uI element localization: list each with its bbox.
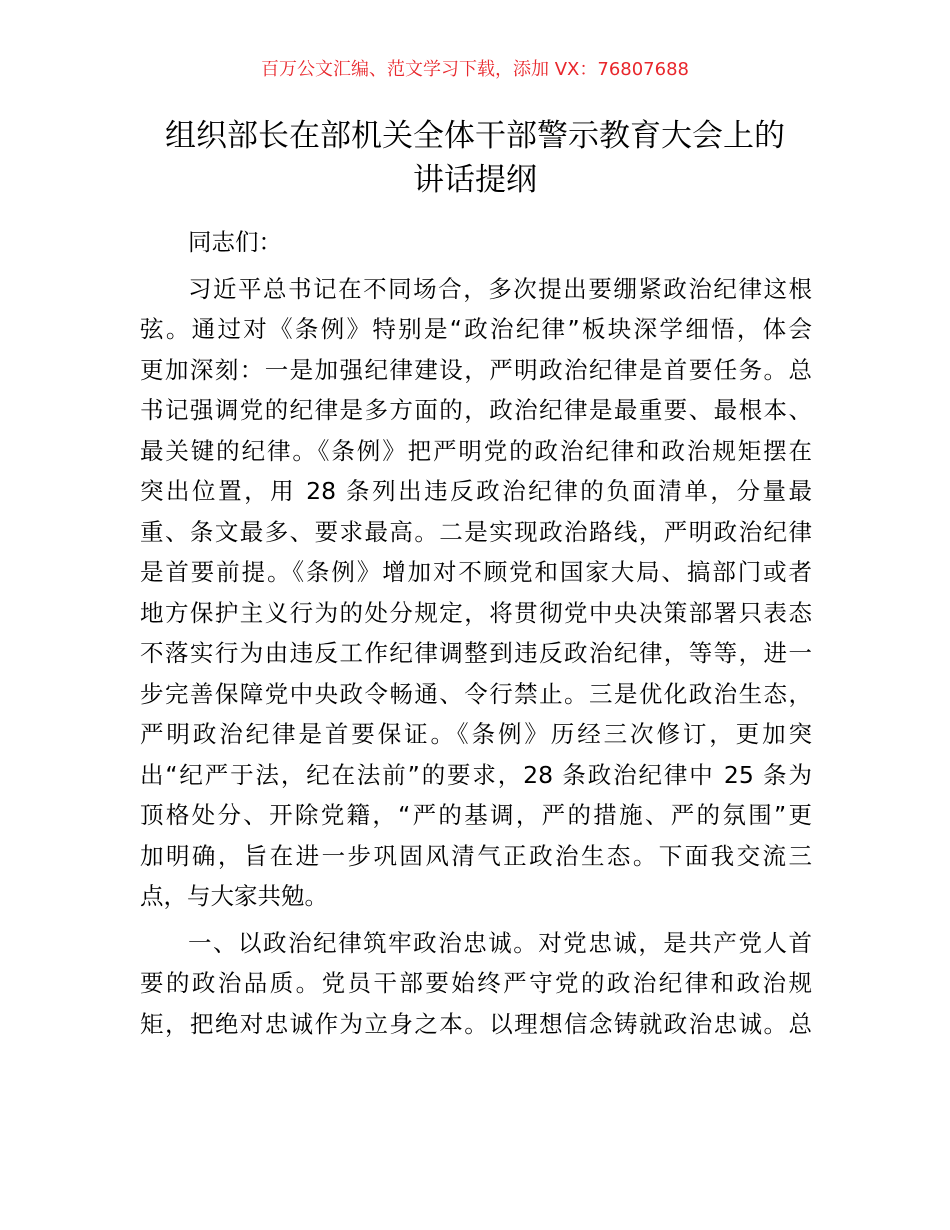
text-line: 加明确，旨在进一步巩固风清气正政治生态。下面我交流三 <box>140 841 812 870</box>
text-line: 严明政治纪律是首要保证。《条例》历经三次修订，更加突 <box>140 720 812 748</box>
document-body <box>140 222 812 1050</box>
text-line: 要的政治品质。党员干部要始终严守党的政治纪律和政治规 <box>140 969 812 997</box>
document-title <box>100 114 850 202</box>
text-line: 书记强调党的纪律是多方面的，政治纪律是最重要、最根本、 <box>140 396 812 424</box>
title-line-1: 组织部长在部机关全体干部警示教育大会上的 <box>165 118 785 154</box>
text-line: 步完善保障党中央政令畅通、令行禁止。三是优化政治生态， <box>140 679 812 708</box>
text-line: 习近平总书记在不同场合，多次提出要绷紧政治纪律这根 <box>188 274 812 303</box>
text-line: 不落实行为由违反工作纪律调整到违反政治纪律，等等，进一 <box>140 639 812 667</box>
text-line: 出“纪严于法，纪在法前”的要求，28 条政治纪律中 25 条为 <box>140 760 812 789</box>
title-line-2: 讲话提纲 <box>413 162 537 198</box>
text-line: 地方保护主义行为的处分规定，将贯彻党中央决策部署只表态 <box>140 598 812 627</box>
text-line: 弦。通过对《条例》特别是“政治纪律”板块深学细悟，体会 <box>140 315 812 343</box>
text-line: 矩，把绝对忠诚作为立身之本。以理想信念铸就政治忠诚。总 <box>140 1009 812 1038</box>
text-line: 是首要前提。《条例》增加对不顾党和国家大局、搞部门或者 <box>140 558 812 586</box>
text-line: 同志们： <box>188 228 282 256</box>
text-line: 最关键的纪律。《条例》把严明党的政治纪律和政治规矩摆在 <box>140 436 812 465</box>
text-line: 点，与大家共勉。 <box>140 882 328 910</box>
watermark-banner: 百万公文汇编、范文学习下载，添加 VX：76807688 <box>261 59 689 80</box>
paragraph <box>140 222 812 263</box>
paragraph <box>140 923 812 1045</box>
text-line: 一、以政治纪律筑牢政治忠诚。对党忠诚，是共产党人首 <box>188 928 812 957</box>
text-line: 顶格处分、开除党籍，“严的基调，严的措施、严的氛围”更 <box>140 801 812 829</box>
paragraph <box>140 269 812 917</box>
text-line: 重、条文最多、要求最高。二是实现政治路线，严明政治纪律 <box>140 517 812 546</box>
text-line: 突出位置，用 28 条列出违反政治纪律的负面清单，分量最 <box>140 477 812 505</box>
text-line: 更加深刻：一是加强纪律建设，严明政治纪律是首要任务。总 <box>140 355 812 384</box>
